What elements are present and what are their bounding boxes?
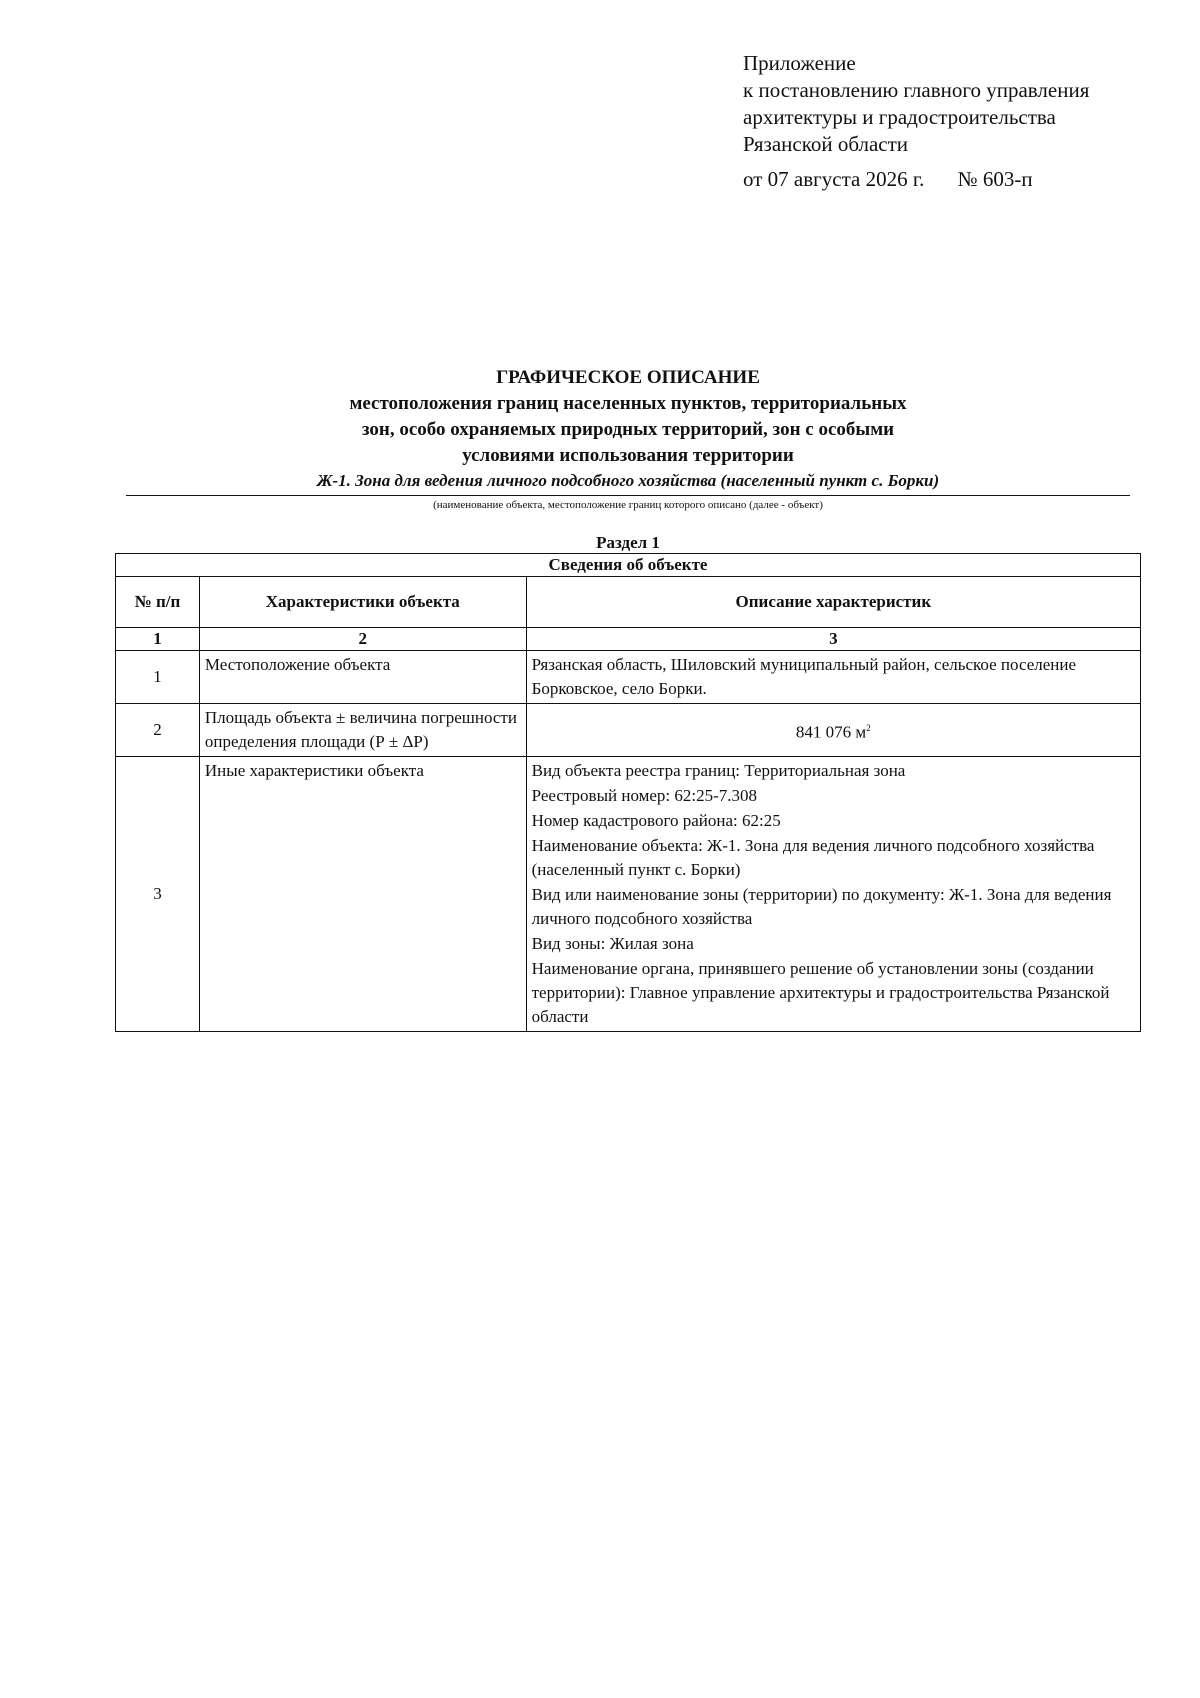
section-title: Раздел 1 (596, 533, 660, 552)
row-description (526, 704, 1140, 757)
appendix-block (743, 50, 1089, 193)
table-caption: Сведения об объекте (116, 554, 1141, 577)
appendix-line: архитектуры и градостроительства (743, 105, 1056, 129)
column-number: 1 (116, 628, 200, 651)
description-line: Реестровый номер: 62:25-7.308 (531, 786, 758, 805)
row-description (526, 757, 1140, 1032)
table-header-row (116, 577, 1141, 628)
row-number: 1 (116, 651, 200, 704)
appendix-line: Рязанской области (743, 132, 909, 156)
description-line: Номер кадастрового района: 62:25 (531, 811, 781, 830)
appendix-number: № 603-п (957, 167, 1033, 191)
row-description (526, 651, 1140, 704)
document-title: ГРАФИЧЕСКОЕ ОПИСАНИЕ (496, 367, 760, 388)
header-cell-characteristic: Характеристики объекта (199, 577, 526, 628)
appendix-date: от 07 августа 2026 г. (743, 167, 925, 191)
row-characteristic: Иные характеристики объекта (199, 757, 526, 1032)
description-line: Вид зоны: Жилая зона (531, 934, 694, 953)
object-name-hint: (наименование объекта, местоположение границ которого описано (далее - объект) (433, 499, 823, 511)
row-characteristic: Местоположение объекта (199, 651, 526, 704)
object-name: Ж-1. Зона для ведения личного подсобного хозяйства (населенный пункт с. Борки) (316, 471, 940, 490)
description-line: Наименование органа, принявшего решение об установлении зоны (создании территории): Главное управление архитектуры и градостроительства Рязанской области (531, 959, 1110, 1026)
table-row (116, 757, 1141, 1032)
description-line: Вид объекта реестра границ: Территориальная зона (531, 761, 906, 780)
description-line: Вид или наименование зоны (территории) по документу: Ж-1. Зона для ведения личного подсобного хозяйства (531, 885, 1112, 928)
header-label: № п/п (134, 592, 181, 611)
table-row (116, 651, 1141, 704)
description-line: Наименование объекта: Ж-1. Зона для ведения личного подсобного хозяйства (населенный пункт с. Борки) (531, 836, 1095, 879)
object-name-underline (126, 495, 1130, 496)
header-cell-number (116, 577, 200, 628)
row-number: 3 (116, 757, 200, 1032)
appendix-line: к постановлению главного управления (743, 78, 1090, 102)
row-characteristic: Площадь объекта ± величина погрешности определения площади (Р ± ΔР) (199, 704, 526, 757)
appendix-line: Приложение (743, 51, 856, 75)
area-unit-exponent: 2 (866, 722, 871, 733)
appendix-date-line (743, 166, 1089, 193)
document-subtitle-line: местоположения границ населенных пунктов, территориальных (349, 393, 907, 414)
column-numbers-row (116, 628, 1141, 651)
column-number: 2 (199, 628, 526, 651)
object-info-table (115, 553, 1141, 1032)
area-value: 841 076 м (795, 722, 867, 742)
column-number: 3 (526, 628, 1140, 651)
description-line: Рязанская область, Шиловский муниципальный район, сельское поселение Борковское, село Борки. (531, 655, 1077, 698)
row-number: 2 (116, 704, 200, 757)
table-row (116, 704, 1141, 757)
table-caption-row (116, 554, 1141, 577)
header-cell-description: Описание характеристик (526, 577, 1140, 628)
document-subtitle-line: зон, особо охраняемых природных территорий, зон с особыми (361, 419, 895, 440)
document-heading (126, 365, 1130, 512)
document-subtitle-line: условиями использования территории (462, 445, 794, 466)
